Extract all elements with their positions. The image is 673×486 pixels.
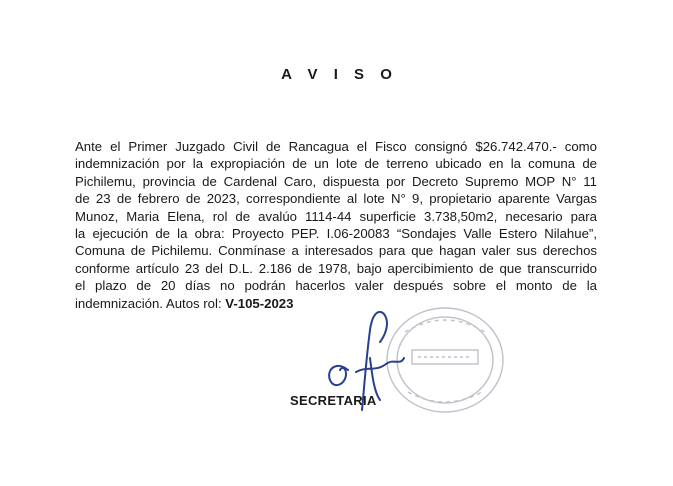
signature-label: SECRETARIA	[290, 393, 377, 408]
stamp-top-arc-mark	[405, 320, 485, 332]
body-line: indemnización por la expropiación de un lote de terreno ubicado en la comuna de	[75, 156, 597, 172]
notice-body	[75, 138, 597, 312]
body-line: Ante el Primer Juzgado Civil de Rancagua el Fisco consignó $26.742.470.- como	[75, 139, 597, 154]
body-line: Pichilemu, provincia de Cardenal Caro, dispuesta por Decreto Supremo MOP N° 11	[75, 173, 597, 189]
signature-area	[300, 300, 520, 430]
body-line: Comuna de Pichilemu. Conmínase a interesados para que hagan valer sus derechos	[75, 243, 597, 259]
body-line: de 23 de febrero de 2023, correspondiente al lote N° 9, propietario aparente Vargas	[75, 191, 597, 207]
seal-and-signature	[300, 300, 520, 430]
body-line: el plazo de 20 días no podrán hacerlos valer después sobre el monto de la	[75, 278, 597, 294]
body-line: conforme artículo 23 del D.L. 2.186 de 1978, bajo apercibimiento de que transcurrido	[75, 260, 597, 276]
stamp-outer-ring	[387, 308, 503, 412]
autos-rol-label: indemnización. Autos rol:	[75, 295, 226, 311]
autos-rol-number: V-105-2023	[225, 295, 294, 311]
court-stamp	[387, 308, 503, 412]
signature-loop	[329, 366, 348, 385]
notice-title: A V I S O	[281, 66, 398, 83]
body-line: Munoz, Maria Elena, rol de avalúo 1114-44 superficie 3.738,50m2, necesario para	[75, 208, 597, 224]
body-line: la ejecución de la obra: Proyecto PEP. I.06-20083 “Sondajes Valle Estero Nilahue”,	[75, 226, 597, 242]
